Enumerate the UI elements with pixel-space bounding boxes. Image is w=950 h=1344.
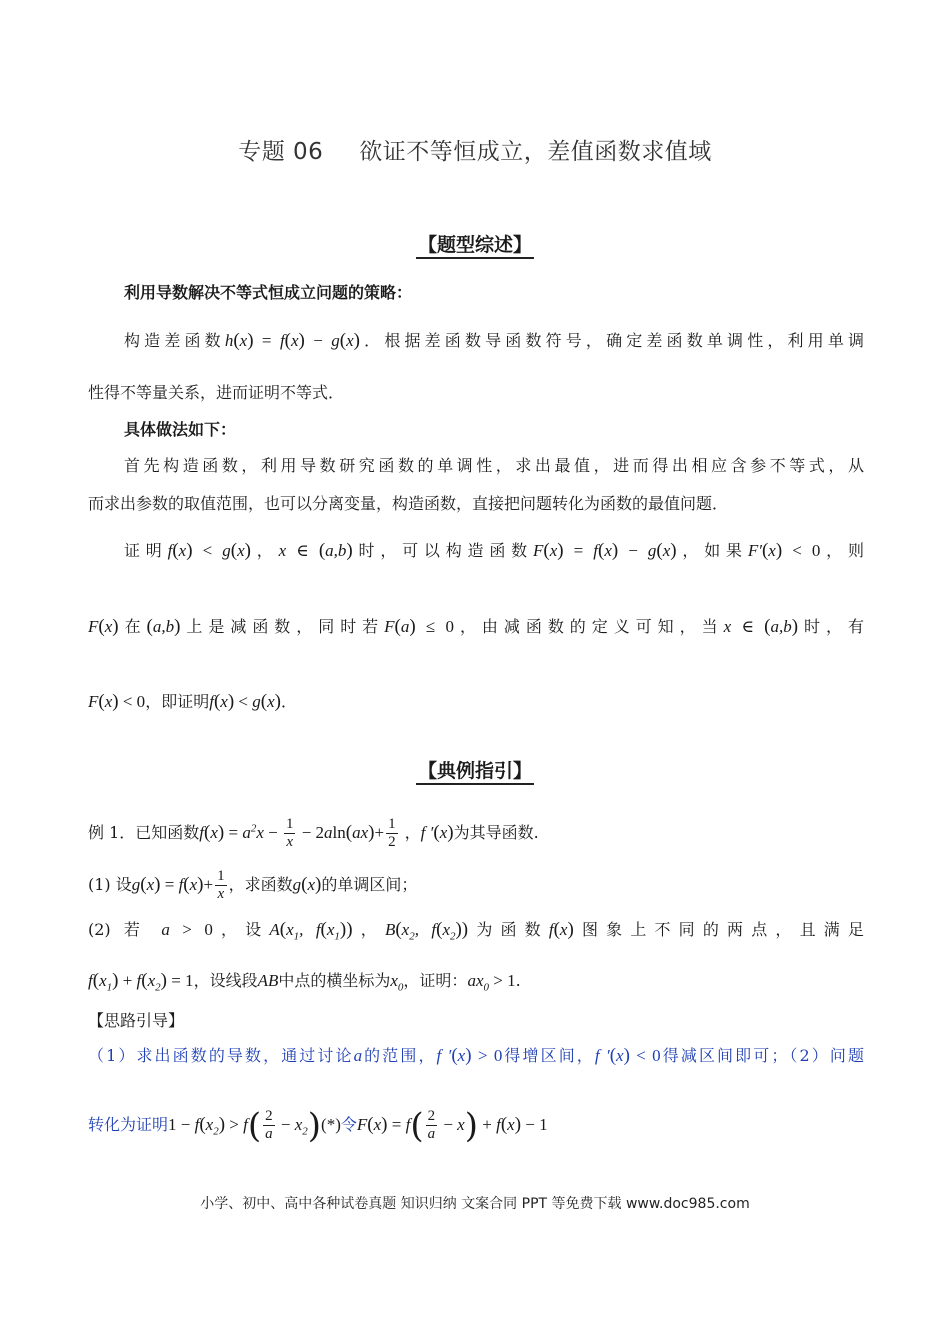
hint-line-2: 转化为证明$1 - f(x_2) > f$( $\frac{2}{a}$ − $x_2)(*)$令F(x) = f( $\frac{2}{a}$ − x) + f(x) − 1 — [88, 1106, 548, 1147]
page-footer: 小学、初中、高中各种试卷真题 知识归纳 文案合同 PPT 等免费下载 www.doc985.com — [200, 1196, 750, 1212]
example-1-question-2: (2) 若 a > 0，设$A(x_1$, $f(x_1)$)，$B(x_2$, $f(x_2)$)为函数f(x)图象上不同的两点，且满足 — [88, 919, 864, 943]
strategy-line-1: 构造差函数h(x) = f(x) − g(x)．根据差函数导函数符号，确定差函数单调性，利用单调 — [124, 330, 864, 351]
example-1-question-2-cont: $f(x_1) + f(x_2) = 1$，设线段AB中点的横坐标为$x_0$，证明：$ax_0 > 1$. — [88, 970, 521, 994]
hint-line-1: （1）求出函数的导数，通过讨论a的范围，f ′(x) > 0得增区间，f ′(x) < 0得减区间即可；（2）问题 — [88, 1045, 864, 1066]
method-label: 具体做法如下： — [124, 420, 237, 439]
proof-line-2: F(x)在(a,b)上是减函数，同时若F(a) ≤ 0，由减函数的定义可知，当x ∈ (a,b)时，有 — [88, 616, 864, 637]
page-title — [0, 133, 950, 166]
method-line-1: 首先构造函数，利用导数研究函数的单调性，求出最值，进而得出相应含参不等式，从 — [124, 456, 864, 475]
title-text: 欲证不等恒成立，差值函数求值域 — [359, 139, 712, 165]
section-heading-examples: 【典例指引】 — [0, 756, 950, 783]
example-1-question-1: (1) 设g(x) = f(x)+ $\frac{1}{x}$ ，求函数g(x)的单调区间； — [88, 868, 418, 902]
method-line-2: 而求出参数的取值范围，也可以分离变量，构造函数，直接把问题转化为函数的最值问题． — [88, 494, 729, 513]
strategy-line-2: 性得不等量关系，进而证明不等式． — [88, 383, 345, 402]
title-number: 专题 06 — [238, 139, 324, 165]
proof-line-3: F(x) < 0，即证明f(x) < g(x)． — [88, 691, 297, 712]
strategy-label: 利用导数解决不等式恒成立问题的策略： — [124, 283, 413, 302]
proof-line-1: 证明f(x) < g(x)，x ∈ (a,b)时，可以构造函数F(x) = f(x) − g(x)，如果F′(x) < 0，则 — [124, 540, 864, 561]
example-1-statement: 例 1．已知函数$f(x) = a^2x$ − $\frac{1}{x}$ − 2aln(ax)+ $\frac{1}{2}$ ，f ′(x)为其导函数. — [88, 816, 539, 850]
section-heading-overview: 【题型综述】 — [0, 230, 950, 257]
hint-label: 【思路引导】 — [88, 1011, 185, 1030]
